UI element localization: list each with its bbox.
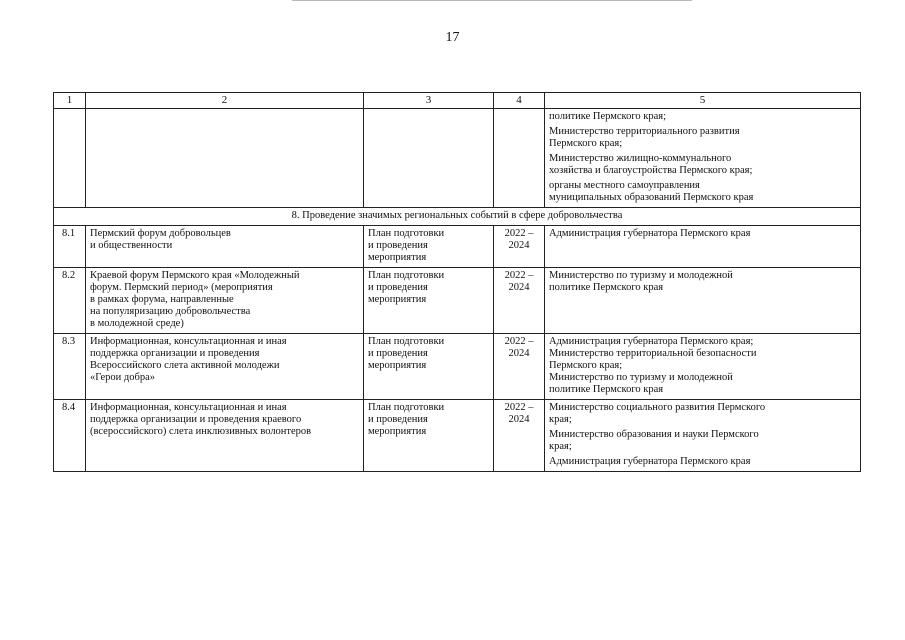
header-cell: 4 xyxy=(494,93,545,109)
measures-table xyxy=(53,92,861,472)
document-line: План подготовки xyxy=(368,228,445,239)
period-line: 2022 – xyxy=(504,270,534,281)
event-line: «Герои добра» xyxy=(90,372,156,383)
event-cell xyxy=(86,400,364,472)
responsible-cell xyxy=(545,334,861,400)
row-number: 8.2 xyxy=(54,268,86,334)
event-line: (всероссийского) слета инклюзивных волонтеров xyxy=(90,426,312,437)
responsible-entry xyxy=(549,111,856,123)
event-line: форум. Пермский период» (мероприятия xyxy=(90,282,273,293)
table-row xyxy=(54,268,861,334)
period-line: 2024 xyxy=(508,414,530,425)
page-number: 17 xyxy=(445,30,460,45)
responsible-line: Министерство социального развития Пермского xyxy=(549,402,766,413)
responsible-line: Министерство образования и науки Пермского xyxy=(549,429,759,440)
responsible-entry xyxy=(549,429,856,453)
responsible-line: Администрация губернатора Пермского края; xyxy=(549,336,754,347)
responsible-line: Пермского края; xyxy=(549,138,623,149)
header-cell: 1 xyxy=(54,93,86,109)
event-line: поддержка организации и проведения краевого xyxy=(90,414,302,425)
event-line: Пермский форум добровольцев xyxy=(90,228,231,239)
responsible-entry xyxy=(549,348,856,372)
document-line: мероприятия xyxy=(368,252,427,263)
responsible-line: политике Пермского края xyxy=(549,282,664,293)
document-line: План подготовки xyxy=(368,270,445,281)
event-cell xyxy=(86,268,364,334)
responsible-line: политике Пермского края xyxy=(549,384,664,395)
responsible-entry xyxy=(549,180,856,204)
responsible-line: края; xyxy=(549,441,572,452)
table-row xyxy=(54,400,861,472)
period-line: 2022 – xyxy=(504,336,534,347)
responsible-line: хозяйства и благоустройства Пермского края; xyxy=(549,165,753,176)
row-number: 8.1 xyxy=(54,226,86,268)
event-line: и общественности xyxy=(90,240,173,251)
responsible-entry xyxy=(549,402,856,426)
header-cell: 5 xyxy=(545,93,861,109)
period-cell xyxy=(494,268,545,334)
document-cell xyxy=(364,226,494,268)
period-line: 2022 – xyxy=(504,228,534,239)
responsible-line: края; xyxy=(549,414,572,425)
event-line: Информационная, консультационная и иная xyxy=(90,336,287,347)
responsible-cell xyxy=(545,226,861,268)
document-line: и проведения xyxy=(368,240,428,251)
document-cell xyxy=(364,268,494,334)
continuation-responsible-cell xyxy=(545,109,861,208)
responsible-entry xyxy=(549,336,856,348)
section-title: 8. Проведение значимых региональных событий в сфере добровольчества xyxy=(54,208,861,226)
document-line: мероприятия xyxy=(368,426,427,437)
responsible-entry xyxy=(549,270,856,294)
document-line: и проведения xyxy=(368,282,428,293)
responsible-line: Министерство территориального развития xyxy=(549,126,740,137)
event-line: поддержка организации и проведения xyxy=(90,348,260,359)
event-line: в рамках форума, направленные xyxy=(90,294,234,305)
row-number: 8.3 xyxy=(54,334,86,400)
event-line: в молодежной среде) xyxy=(90,318,184,329)
document-line: мероприятия xyxy=(368,294,427,305)
event-line: на популяризацию добровольчества xyxy=(90,306,251,317)
responsible-cell xyxy=(545,268,861,334)
responsible-line: органы местного самоуправления xyxy=(549,180,700,191)
responsible-entry xyxy=(549,372,856,396)
period-line: 2024 xyxy=(508,282,530,293)
responsible-line: Министерство жилищно-коммунального xyxy=(549,153,732,164)
document-cell xyxy=(364,400,494,472)
period-line: 2022 – xyxy=(504,402,534,413)
responsible-line: Министерство по туризму и молодежной xyxy=(549,270,733,281)
section-row xyxy=(54,208,861,226)
responsible-line: Администрация губернатора Пермского края xyxy=(549,228,751,239)
responsible-line: Министерство по туризму и молодежной xyxy=(549,372,733,383)
table-header-row xyxy=(54,93,861,109)
document-line: мероприятия xyxy=(368,360,427,371)
responsible-entry xyxy=(549,456,856,468)
document-line: План подготовки xyxy=(368,336,445,347)
document-cell xyxy=(364,334,494,400)
responsible-entry xyxy=(549,153,856,177)
responsible-cell xyxy=(545,400,861,472)
top-rule xyxy=(292,0,692,1)
event-line: Информационная, консультационная и иная xyxy=(90,402,287,413)
period-cell xyxy=(494,400,545,472)
event-cell xyxy=(86,226,364,268)
document-line: и проведения xyxy=(368,348,428,359)
period-cell xyxy=(494,334,545,400)
continuation-row xyxy=(54,109,861,208)
period-line: 2024 xyxy=(508,348,530,359)
document-line: План подготовки xyxy=(368,402,445,413)
event-cell xyxy=(86,334,364,400)
continuation-period-cell xyxy=(494,109,545,208)
document-line: и проведения xyxy=(368,414,428,425)
continuation-num-cell xyxy=(54,109,86,208)
responsible-line: политике Пермского края; xyxy=(549,111,667,122)
responsible-entry xyxy=(549,228,856,240)
responsible-line: муниципальных образований Пермского края xyxy=(549,192,754,203)
responsible-line: Администрация губернатора Пермского края xyxy=(549,456,751,467)
event-line: Всероссийского слета активной молодежи xyxy=(90,360,280,371)
period-line: 2024 xyxy=(508,240,530,251)
event-line: Краевой форум Пермского края «Молодежный xyxy=(90,270,300,281)
header-cell: 2 xyxy=(86,93,364,109)
table-row xyxy=(54,334,861,400)
responsible-entry xyxy=(549,126,856,150)
responsible-line: Министерство территориальной безопасности xyxy=(549,348,757,359)
continuation-event-cell xyxy=(86,109,364,208)
continuation-doc-cell xyxy=(364,109,494,208)
period-cell xyxy=(494,226,545,268)
table-row xyxy=(54,226,861,268)
row-number: 8.4 xyxy=(54,400,86,472)
responsible-line: Пермского края; xyxy=(549,360,623,371)
header-cell: 3 xyxy=(364,93,494,109)
